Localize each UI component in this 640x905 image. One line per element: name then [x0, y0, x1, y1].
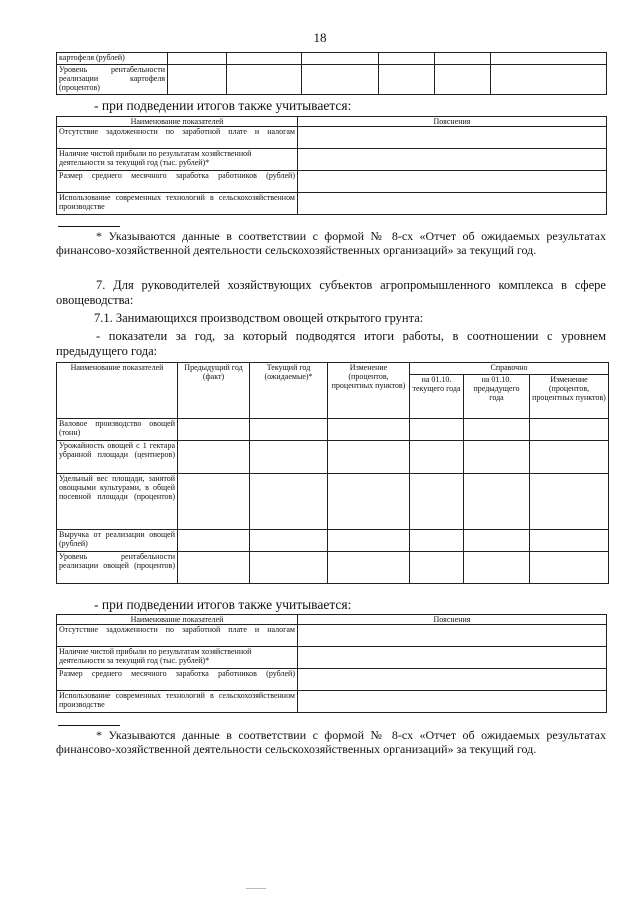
section-heading: 7. Для руководителей хозяйствующих субъектов агропромышленного комплекса в сфере овощеводства:: [56, 278, 606, 307]
table-row-label: Уровень рентабельности реализации овощей (процентов): [57, 552, 178, 584]
table-row-label: картофеля (рублей): [57, 53, 168, 65]
column-header-notes: Пояснения: [298, 117, 607, 127]
column-header-notes: Пояснения: [298, 615, 607, 625]
table-row-label: Выручка от реализации овощей (рублей): [57, 530, 178, 552]
column-header-name: Наименование показателей: [57, 615, 298, 625]
extras-table: [56, 116, 607, 215]
column-header-prev-year: Предыдущий год (факт): [178, 363, 250, 419]
vegetables-indicators-table: [56, 362, 609, 584]
column-header-ref-change: Изменение (процентов, процентных пунктов): [530, 375, 609, 419]
table-row-label: Использование современных технологий в сельскохозяйственном производстве: [57, 691, 298, 713]
extras-table: [56, 614, 607, 713]
extras-heading: - при подведении итогов также учитывается:: [94, 98, 352, 113]
column-header-ref-prev: на 01.10. предыдущего года: [464, 375, 530, 419]
table-row-label: Наличие чистой прибыли по результатам хозяйственной деятельности за текущий год (тыс. рублей)*: [57, 149, 298, 171]
table-row-label: Удельный вес площади, занятой овощными культурами, в общей посевной площади (процентов): [57, 474, 178, 530]
footnote: * Указываются данные в соответствии с формой № 8-сх «Отчет об ожидаемых результатах финансово-хозяйственной деятельности сельскохозяйственных организаций» за текущий год.: [56, 229, 606, 257]
column-header-ref-current: на 01.10. текущего года: [410, 375, 464, 419]
table-row-label: Урожайность овощей с 1 гектара убранной площади (центнеров): [57, 441, 178, 474]
extras-heading: - при подведении итогов также учитывается:: [94, 597, 352, 612]
column-header-current-year: Текущий год (ожидаемые)*: [250, 363, 328, 419]
column-header-reference: Справочно: [410, 363, 609, 375]
table-row-label: Валовое производство овощей (тонн): [57, 419, 178, 441]
potato-table-tail: [56, 52, 607, 95]
page-number: 18: [313, 30, 327, 45]
table-row-label: Уровень рентабельности реализации картофеля (процентов): [57, 65, 168, 95]
table-row-label: Отсутствие задолженности по заработной плате и налогам: [57, 625, 298, 647]
indicators-intro: - показатели за год, за который подводятся итоги работы, в соотношении с уровнем предыдущего года:: [56, 329, 606, 358]
footnote: * Указываются данные в соответствии с формой № 8-сх «Отчет об ожидаемых результатах финансово-хозяйственной деятельности сельскохозяйственных организаций» за текущий год.: [56, 728, 606, 756]
column-header-name: Наименование показателей: [57, 117, 298, 127]
table-row-label: Размер среднего месячного заработка работников (рублей): [57, 171, 298, 193]
table-row-label: Отсутствие задолженности по заработной плате и налогам: [57, 127, 298, 149]
table-row-label: Использование современных технологий в сельскохозяйственном производстве: [57, 193, 298, 215]
column-header-name: Наименование показателей: [57, 363, 178, 419]
column-header-change: Изменение (процентов, процентных пунктов): [328, 363, 410, 419]
table-row-label: Наличие чистой прибыли по результатам хозяйственной деятельности за текущий год (тыс. рублей)*: [57, 647, 298, 669]
table-row-label: Размер среднего месячного заработка работников (рублей): [57, 669, 298, 691]
subsection-heading: 7.1. Занимающихся производством овощей открытого грунта:: [94, 311, 424, 325]
